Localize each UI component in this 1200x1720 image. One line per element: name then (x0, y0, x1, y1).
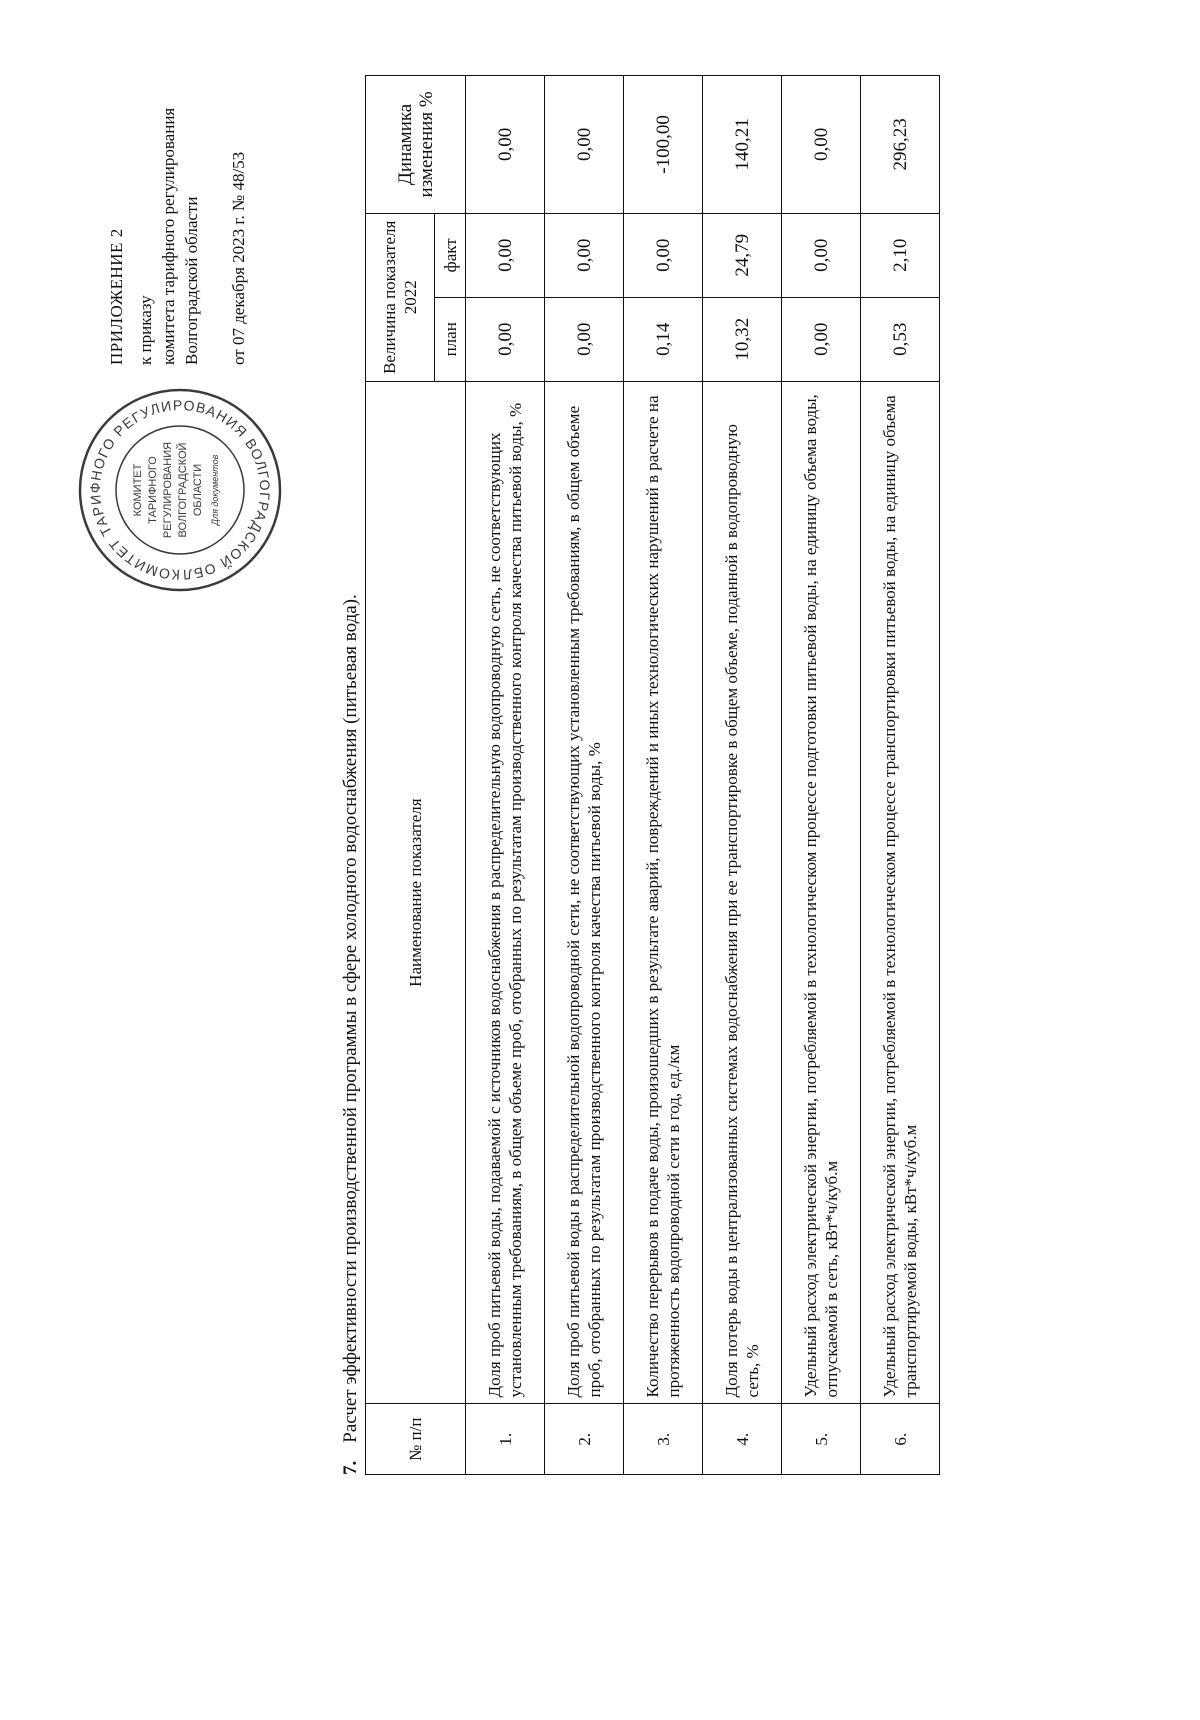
row-fact: 0,00 (624, 213, 703, 297)
section-number: 7. (340, 1460, 361, 1475)
header-name: Наименование показателя (366, 381, 466, 1404)
row-name: Доля потерь воды в централизованных системах водоснабжения при ее транспортировке в общем объеме, поданной в водопроводную сеть, % (703, 381, 782, 1404)
table-row (545, 76, 624, 1475)
row-dynamics: 140,21 (703, 76, 782, 214)
header-value: Величина показателя 2022 (366, 213, 435, 381)
row-dynamics: 296,23 (861, 76, 940, 214)
appendix-header (105, 65, 250, 365)
efficiency-table (365, 75, 940, 1475)
row-plan: 10,32 (703, 297, 782, 381)
row-fact: 24,79 (703, 213, 782, 297)
table-row (703, 76, 782, 1475)
document-page (0, 60, 1100, 1660)
row-dynamics: 0,00 (466, 76, 545, 214)
committee-name: комитета тарифного регулирования (159, 107, 178, 365)
row-name: Доля проб питьевой воды, подаваемой с источников водоснабжения в распределительную водопроводную сеть, не соответствующих установленным требованиям, в общем объеме проб, отобранных по результатам производственного контроля качества питьевой воды, % (466, 381, 545, 1404)
appendix-title: ПРИЛОЖЕНИЕ 2 (107, 228, 126, 365)
region-name: Волгоградской области (182, 196, 201, 365)
row-num: 4. (703, 1404, 782, 1475)
row-dynamics: 0,00 (545, 76, 624, 214)
order-date-number: от 07 декабря 2023 г. № 48/53 (229, 151, 248, 365)
row-fact: 0,00 (545, 213, 624, 297)
row-name: Удельный расход электрической энергии, потребляемой в технологическом процессе подготовки питьевой воды, на единицу объема воды, отпускаемой в сеть, кВт*ч/куб.м (782, 381, 861, 1404)
table-row (861, 76, 940, 1475)
table-row (466, 76, 545, 1475)
row-plan: 0,00 (466, 297, 545, 381)
header-num: № п/п (366, 1404, 466, 1475)
row-num: 1. (466, 1404, 545, 1475)
row-plan: 0,00 (545, 297, 624, 381)
row-plan: 0,00 (782, 297, 861, 381)
header-dynamics: Динамика изменения % (366, 76, 466, 214)
row-num: 2. (545, 1404, 624, 1475)
table-row (624, 76, 703, 1475)
seal-line-3: РЕГУЛИРОВАНИЯ (162, 441, 174, 539)
header-plan: план (435, 297, 466, 381)
seal-ring-text: КОМИТЕТ ТАРИФНОГО РЕГУЛИРОВАНИЯ ВОЛГОГРАДСКОЙ ОБЛ (86, 396, 274, 584)
header-fact: факт (435, 213, 466, 297)
seal-line-6: Для документов (210, 454, 220, 526)
row-dynamics: 0,00 (782, 76, 861, 214)
row-fact: 0,00 (466, 213, 545, 297)
order-reference: к приказу (136, 295, 155, 365)
row-plan: 0,53 (861, 297, 940, 381)
row-num: 3. (624, 1404, 703, 1475)
row-fact: 2,10 (861, 213, 940, 297)
table-row (782, 76, 861, 1475)
row-name: Удельный расход электрической энергии, потребляемой в технологическом процессе транспортировки питьевой воды, на единицу объема транспортируемой воды, кВт*ч/куб.м (861, 381, 940, 1404)
seal-line-2: ТАРИФНОГО (147, 456, 159, 524)
row-num: 6. (861, 1404, 940, 1475)
row-plan: 0,14 (624, 297, 703, 381)
seal-line-5: ОБЛАСТИ (192, 463, 204, 517)
row-num: 5. (782, 1404, 861, 1475)
section-title-text: Расчет эффективности производственной программы в сфере холодного водоснабжения (питьевая вода). (340, 594, 361, 1443)
row-name: Доля проб питьевой воды в распределительной водопроводной сети, не соответствующих установленным требованиям, в общем объеме проб, отобранных по результатам производственного контроля качества питьевой воды, % (545, 381, 624, 1404)
official-seal (75, 385, 285, 595)
row-fact: 0,00 (782, 213, 861, 297)
section-heading (340, 594, 362, 1475)
table-header-row (366, 76, 435, 1475)
seal-line-1: КОМИТЕТ (132, 463, 144, 517)
seal-line-4: ВОЛГОГРАДСКОЙ (177, 442, 189, 538)
row-name: Количество перерывов в подаче воды, произошедших в результате аварий, повреждений и иных технологических нарушений в расчете на протяженность водопроводной сети в год, ед./км (624, 381, 703, 1404)
row-dynamics: -100,00 (624, 76, 703, 214)
